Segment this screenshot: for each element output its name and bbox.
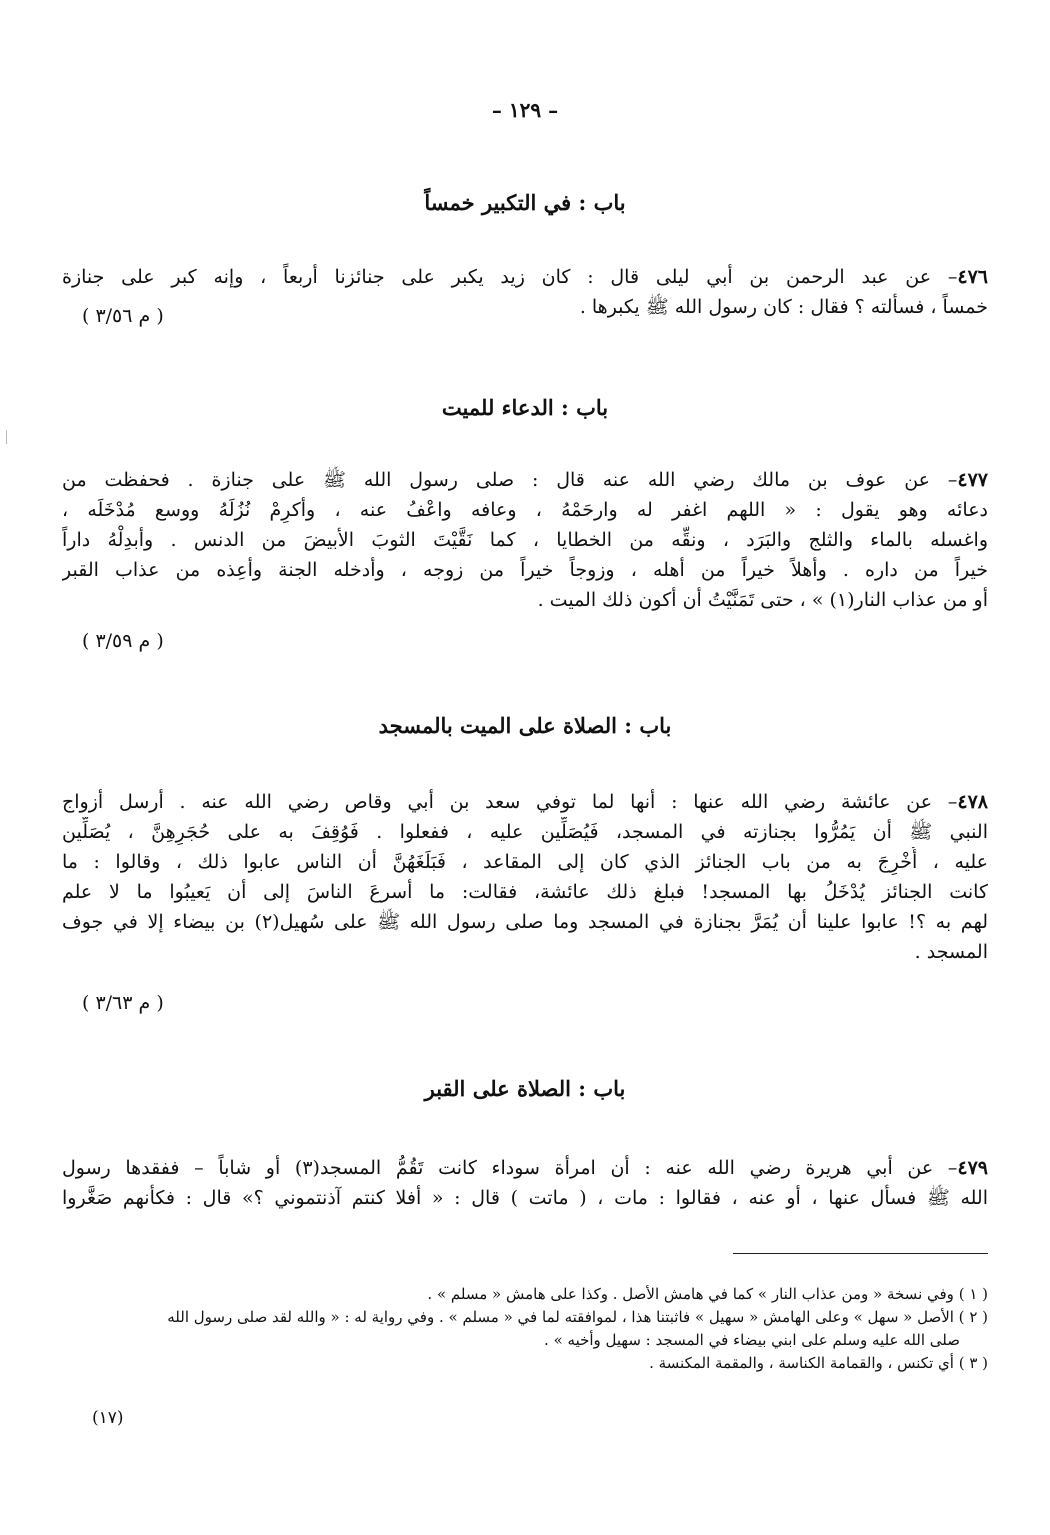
- hadith-number: ٤٧٦: [957, 266, 988, 288]
- margin-mark: [6, 430, 7, 444]
- hadith-477: [62, 465, 988, 615]
- section-heading-dua: باب : الدعاء للميت: [441, 395, 609, 420]
- hadith-number: ٤٧٨: [957, 791, 988, 813]
- section-heading-masjid: باب : الصلاة على الميت بالمسجد: [378, 713, 672, 738]
- reference-477: ( م ٣/٥٩ ): [82, 630, 164, 652]
- footnote-1: ( ١ ) وفي نسخة « ومن عذاب النار » كما في هامش الأصل . وكذا على هامش « مسلم » .: [427, 1285, 988, 1303]
- hadith-line: عليه ، أُخْرِجَ به من باب الجنائز الذي كان إلى المقاعد ، فَبَلَغَهُنَّ أن الناس عابوا ذلك ، وقالوا : ما: [62, 851, 988, 873]
- footnote-3: ( ٣ ) أي تكنس ، والقمامة الكناسة ، والمقمة المكنسة .: [649, 1354, 988, 1372]
- hadith-line: – عن عائشة رضي الله عنها : أنها لما توفي سعد بن أبي وقاص رضي الله عنه . أرسل أزواج: [62, 791, 958, 813]
- hadith-line: خمساً ، فسألته ؟ فقال : كان رسول الله ﷺ يكبرها .: [579, 296, 988, 318]
- footnotes: [62, 1283, 988, 1375]
- footnote-2-continued: صلى الله عليه وسلم على ابني بيضاء في المسجد : سهيل وأخيه » .: [544, 1331, 960, 1349]
- hadith-479: [62, 1153, 988, 1213]
- hadith-line: أو من عذاب النار(١) » ، حتى تَمَنَّيْتُ أن أكون ذلك الميت .: [537, 589, 988, 611]
- section-heading-takbir: باب : في التكبير خمساً: [424, 190, 626, 215]
- hadith-line: المسجد .: [914, 941, 988, 963]
- section-heading-qabr: باب : الصلاة على القبر: [424, 1076, 626, 1101]
- hadith-number: ٤٧٩: [957, 1157, 988, 1179]
- hadith-number: ٤٧٧: [957, 469, 988, 491]
- reference-478: ( م ٣/٦٣ ): [82, 992, 164, 1014]
- signature-mark: (١٧): [92, 1408, 124, 1428]
- hadith-line: خيراً من داره . وأهلاً خيراً من أهله ، وزوجاً خيراً من زوجه ، وأدخله الجنة وأعِذه من عذاب القبر: [62, 559, 988, 581]
- footnote-2: ( ٢ ) الأصل « سهل » وعلى الهامش « سهيل » فاثبتنا هذا ، لموافقته لما في « مسلم » . وفي رواية له : « والله لقد صلى رسول الله: [167, 1308, 988, 1326]
- hadith-line: النبي ﷺ أن يَمُرُّوا بجنازته في المسجد، فَيُصَلِّين عليه ، ففعلوا . فَوُقِفَ به على حُجَرِهِنَّ ، يُصَلِّين: [62, 821, 988, 843]
- hadith-476: [62, 262, 988, 322]
- hadith-line: واغسله بالماء والثلج والبَرَد ، ونقِّه من الخطايا ، كما نَقَّيْتَ الثوبَ الأبيضَ من الدنس . وأبدِلْهُ داراً: [62, 529, 988, 551]
- hadith-line: – عن عبد الرحمن بن أبي ليلى قال : كان زيد يكبر على جنائزنا أربعاً ، وإنه كبر على جنازة: [62, 266, 958, 288]
- hadith-line: دعائه وهو يقول : « اللهم اغفر له وارحَمْهُ ، وعافه واعْفُ عنه ، وأكرِمْ نُزُلَهُ ووسع مُدْخَلَه ،: [62, 499, 988, 521]
- footnote-divider: [733, 1253, 988, 1254]
- hadith-line: – عن أبي هريرة رضي الله عنه : أن امرأة سوداء كانت تَقُمُّ المسجد(٣) أو شاباً – ففقدها رسول: [62, 1157, 958, 1179]
- hadith-478: [62, 787, 988, 967]
- reference-476: ( م ٣/٥٦ ): [82, 305, 164, 327]
- page-number: – ١٢٩ –: [491, 98, 559, 122]
- hadith-line: لهم به ؟! عابوا علينا أن يُمَرَّ بجنازة في المسجد وما صلى رسول الله ﷺ على سُهيل(٢) بن بيضاء إلا في جوف: [62, 911, 988, 933]
- hadith-line: كانت الجنائز يُدْخَلُ بها المسجد! فبلغ ذلك عائشة، فقالت: ما أسرعَ الناسَ إلى أن يَعيبُوا ما لا علم: [62, 881, 988, 903]
- hadith-line: الله ﷺ فسأل عنها ، أو عنه ، فقالوا : مات ، ( ماتت ) قال : « أفلا كنتم آذنتموني ؟» قال : فكأنهم صَغَّروا: [62, 1187, 988, 1209]
- hadith-line: – عن عوف بن مالك رضي الله عنه قال : صلى رسول الله ﷺ على جنازة . فحفظت من: [62, 469, 958, 491]
